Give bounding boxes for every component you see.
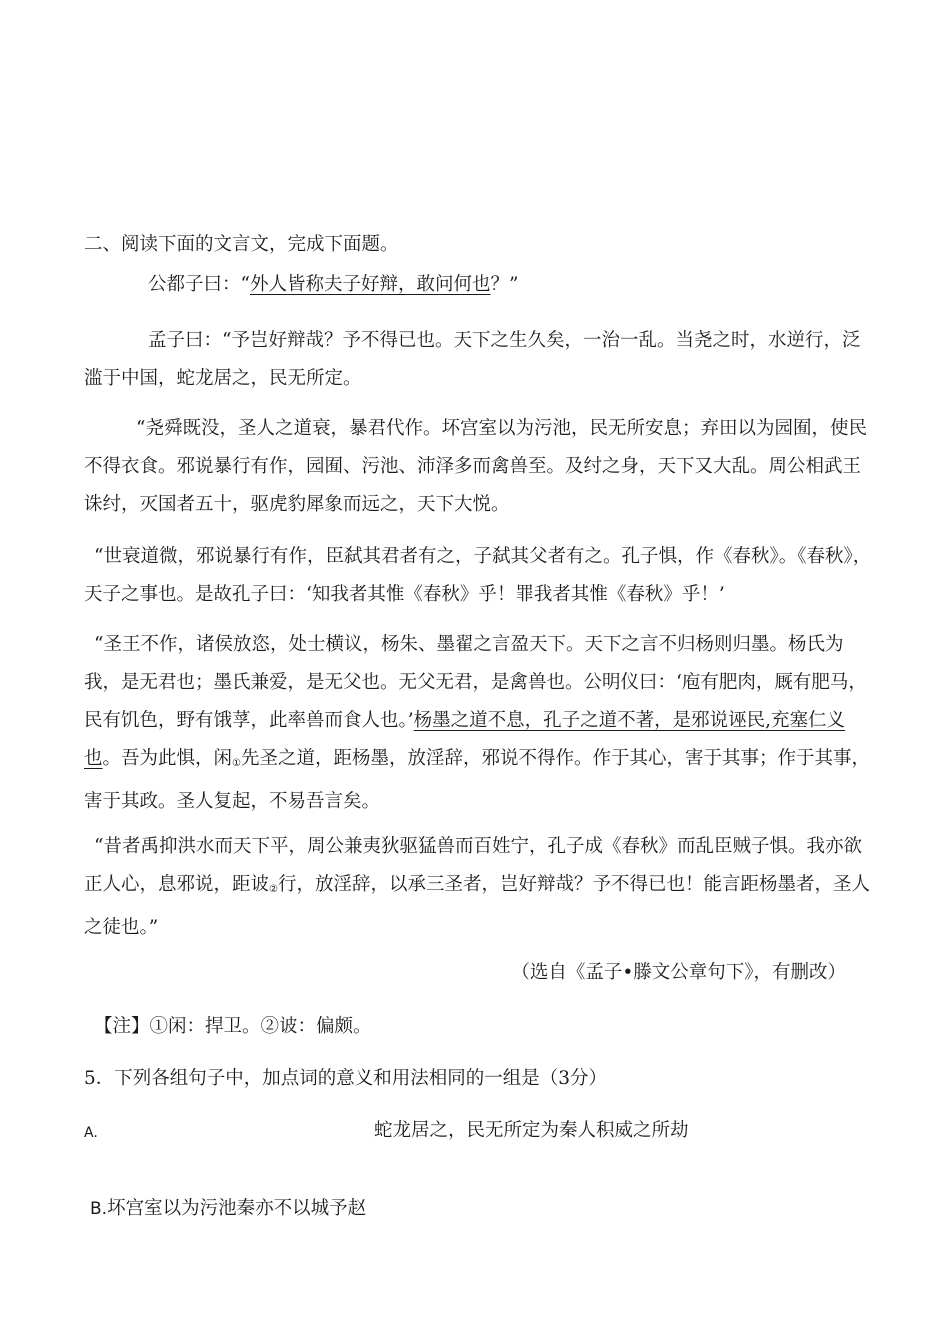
option-b-label: B. <box>90 1199 108 1219</box>
section-title: 二、阅读下面的文言文，完成下面题。 <box>84 234 399 255</box>
annotation-note: 【注】①闲：捍卫。②诐：偏颇。 <box>94 1016 372 1037</box>
p5-before: “圣王不作，诸侯放恣，处士横议，杨朱、墨翟之言盈天下。天下之言不归杨则归墨。杨氏为我，是无君也；墨氏兼爱，是无父也。无父无君，是禽兽也。公明仪曰：‘庖有肥肉，厩有肥马，民有饥色，野有饿莩，此率兽而食人也。’ <box>84 634 867 731</box>
footnote-marker-2: ② <box>269 884 278 895</box>
footnote-marker-1: ① <box>232 758 241 769</box>
source-citation: （选自《孟子•滕文公章句下》，有删改） <box>511 962 846 983</box>
p5-after: 先圣之道，距杨墨，放淫辞，邪说不得作。作于其心，害于其事；作于其事，害于其政。圣人复起，不易吾言矣。 <box>84 748 871 812</box>
p6-after: 行，放淫辞，以承三圣者，岂好辩哉？予不得已也！能言距杨墨者，圣人之徒也。” <box>84 874 870 938</box>
question-stem: 5．下列各组句子中，加点词的意义和用法相同的一组是（3分） <box>84 1068 608 1089</box>
p6-before: “昔者禹抑洪水而天下平，周公兼夷狄驱猛兽而百姓宁，孔子成《春秋》而乱臣贼子惧。我亦欲正人心，息邪说，距诐 <box>84 836 862 895</box>
p5-mid: 。吾为此惧，闲 <box>102 748 233 769</box>
p1-underlined: 外人皆称夫子好辩，敢问何也 <box>249 274 491 295</box>
option-b-text: 坏宫室以为污池秦亦不以城予赵 <box>107 1198 367 1219</box>
passage-paragraph-2: 孟子曰：“予岂好辩哉？予不得已也。天下之生久矣，一治一乱。当尧之时，水逆行，泛滥于中国，蛇龙居之，民无所定。 <box>84 330 861 389</box>
passage-paragraph-1 <box>84 266 874 304</box>
passage-paragraph-5 <box>84 626 874 821</box>
passage-paragraph-4: “世衰道微，邪说暴行有作，臣弑其君者有之，子弑其父者有之。孔子惧，作《春秋》。《春秋》，天子之事也。是故孔子曰：‘知我者其惟《春秋》乎！罪我者其惟《春秋》乎！’ <box>84 546 872 605</box>
passage-paragraph-3: “尧舜既没，圣人之道衰，暴君代作。坏宫室以为污池，民无所安息；弃田以为园囿，使民不得衣食。邪说暴行有作，园囿、污池、沛泽多而禽兽至。及纣之身，天下又大乱。周公相武王诛纣，灭国者五十，驱虎豹犀象而远之，天下大悦。 <box>84 418 867 515</box>
p1-after: ？” <box>490 274 519 295</box>
option-b <box>90 1190 366 1228</box>
option-a-label: A. <box>84 1125 98 1141</box>
passage-paragraph-6 <box>84 828 874 947</box>
option-a-text: 蛇龙居之，民无所定为秦人积威之所劫 <box>374 1120 689 1141</box>
p5-underlined: 杨墨之道不息，孔子之道不著，是邪说诬民,充塞仁义也 <box>84 710 846 769</box>
p1-before: 公都子曰：“ <box>148 274 250 295</box>
